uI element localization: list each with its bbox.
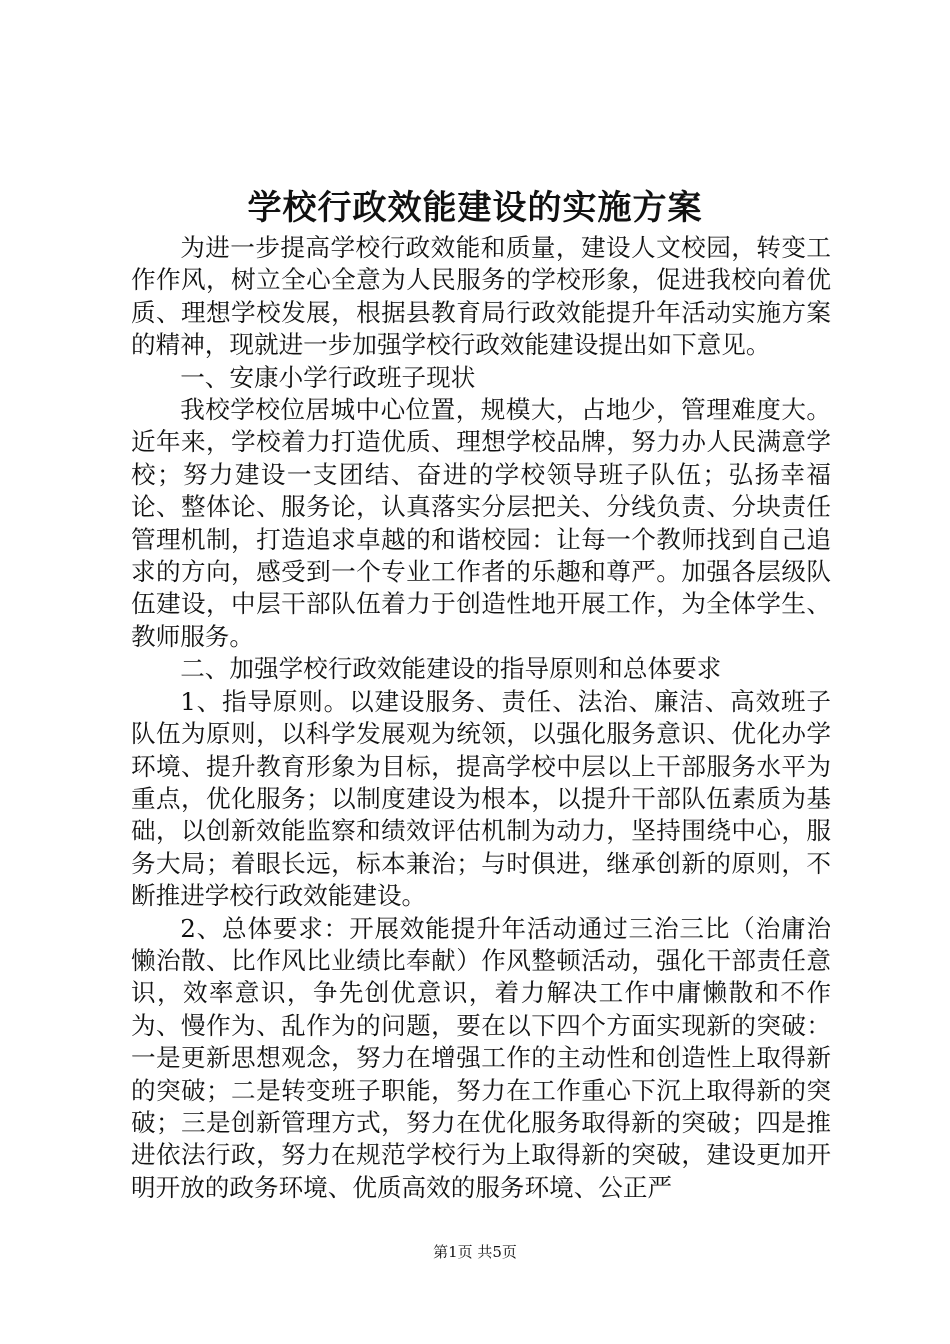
heading-section-1: 一、安康小学行政班子现状 — [180, 362, 476, 392]
paragraph-principles: 1、指导原则。以建设服务、责任、法治、廉洁、高效班子队伍为原则，以科学发展观为统领，以强化服务意识、优化办学环境、提升教育形象为目标，提高学校中层以上干部服务水平为重点，优化服务；以制度建设为根本，以提升干部队伍素质为基础，以创新效能监察和绩效评估机制为动力，坚持围绕中心，服务大局；着眼长远，标本兼治；与时俱进，继承创新的原则，不断推进学校行政效能建设。 — [131, 686, 831, 911]
paragraph-requirements: 2、总体要求：开展效能提升年活动通过三治三比（治庸治懒治散、比作风比业绩比奉献）作风整顿活动，强化干部责任意识，效率意识，争先创优意识，着力解决工作中庸懒散和不作为、慢作为、乱作为的问题，要在以下四个方面实现新的突破：一是更新思想观念，努力在增强工作的主动性和创造性上取得新的突破；二是转变班子职能，努力在工作重心下沉上取得新的突破；三是创新管理方式，努力在优化服务取得新的突破；四是推进依法行政，努力在规范学校行为上取得新的突破，建设更加开明开放的政务环境、优质高效的服务环境、公正严 — [131, 913, 831, 1202]
document-body — [131, 232, 831, 1204]
paragraph-status: 我校学校位居城中心位置，规模大，占地少，管理难度大。近年来，学校着力打造优质、理想学校品牌，努力办人民满意学校；努力建设一支团结、奋进的学校领导班子队伍；弘扬幸福论、整体论、服务论，认真落实分层把关、分线负责、分块责任管理机制，打造追求卓越的和谐校园：让每一个教师找到自己追求的方向，感受到一个专业工作者的乐趣和尊严。加强各层级队伍建设，中层干部队伍着力于创造性地开展工作，为全体学生、教师服务。 — [131, 395, 831, 651]
document-title: 学校行政效能建设的实施方案 — [247, 188, 703, 228]
page-number-footer: 第1页 共5页 — [433, 1243, 517, 1261]
paragraph-intro: 为进一步提高学校行政效能和质量，建设人文校园，转变工作作风，树立全心全意为人民服务的学校形象，促进我校向着优质、理想学校发展，根据县教育局行政效能提升年活动实施方案的精神，现就进一步加强学校行政效能建设提出如下意见。 — [131, 233, 831, 360]
heading-section-2: 二、加强学校行政效能建设的指导原则和总体要求 — [180, 654, 722, 684]
